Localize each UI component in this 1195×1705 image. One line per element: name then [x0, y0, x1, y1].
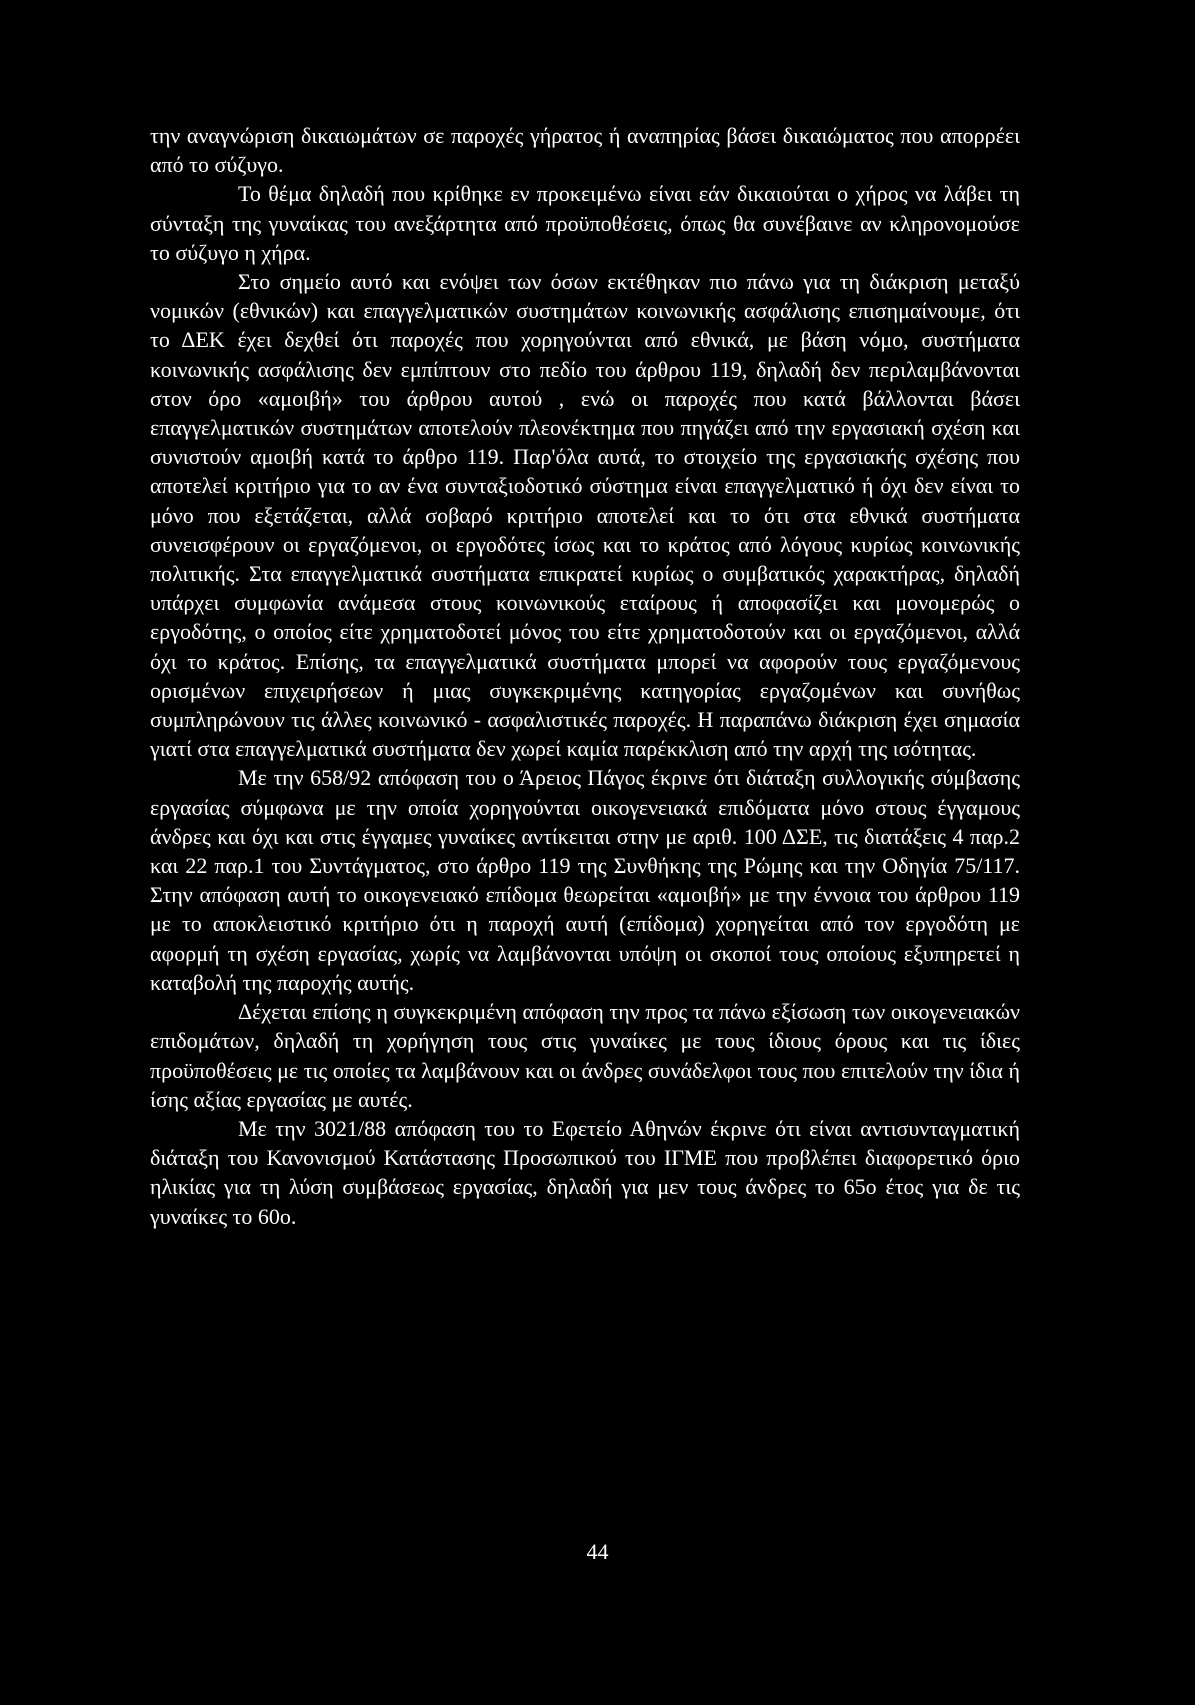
paragraph: Δέχεται επίσης η συγκεκριμένη απόφαση την προς τα πάνω εξίσωση των οικογενειακών επιδομάτων, δηλαδή τη χορήγηση τους στις γυναίκες με τους ίδιους όρους και τις ίδιες προϋποθέσεις με τις οποίες τα λαμβάνουν και οι άνδρες συνάδελφοι τους που επιτελούν την ίδια ή ίσης αξίας εργασίας με αυτές. [150, 999, 1020, 1112]
paragraph-continuation: την αναγνώριση δικαιωμάτων σε παροχές γήρατος ή αναπηρίας βάσει δικαιώματος που απορρέει από το σύζυγο. [150, 123, 1020, 178]
paragraph: Το θέμα δηλαδή που κρίθηκε εν προκειμένω είναι εάν δικαιούται ο χήρος να λάβει τη σύνταξη της γυναίκας του ανεξάρτητα από προϋποθέσεις, όπως θα συνέβαινε αν κληρονομούσε το σύζυγο η χήρα. [150, 181, 1020, 265]
paragraph: Με την 658/92 απόφαση του ο Άρειος Πάγος έκρινε ότι διάταξη συλλογικής σύμβασης εργασίας σύμφωνα με την οποία χορηγούνται οικογενειακά επιδόματα μόνο στους έγγαμους άνδρες και όχι και στις έγγαμες γυναίκες αντίκειται στην με αριθ. 100 ΔΣΕ, τις διατάξεις 4 παρ.2 και 22 παρ.1 του Συντάγματος, στο άρθρο 119 της Συνθήκης της Ρώμης και την Οδηγία 75/117. Στην απόφαση αυτή το οικογενειακό επίδομα θεωρείται «αμοιβή» με την έννοια του άρθρου 119 με το αποκλειστικό κριτήριο ότι η παροχή αυτή (επίδομα) χορηγείται από τον εργοδότη με αφορμή τη σχέση εργασίας, χωρίς να λαμβάνονται υπόψη οι σκοποί τους οποίους εξυπηρετεί η καταβολή της παροχής αυτής. [150, 765, 1020, 995]
page-number: 44 [586, 1539, 609, 1564]
paragraph: Με την 3021/88 απόφαση του το Εφετείο Αθηνών έκρινε ότι είναι αντισυνταγματική διάταξη του Κανονισμού Κατάστασης Προσωπικού του ΙΓΜΕ που προβλέπει διαφορετικό όριο ηλικίας για τη λύση συμβάσεως εργασίας, δηλαδή για μεν τους άνδρες το 65ο έτος για δε τις γυναίκες το 60ο. [150, 1115, 1020, 1229]
paragraph: Στο σημείο αυτό και ενόψει των όσων εκτέθηκαν πιο πάνω για τη διάκριση μεταξύ νομικών (εθνικών) και επαγγελματικών συστημάτων κοινωνικής ασφάλισης επισημαίνουμε, ότι το ΔΕΚ έχει δεχθεί ότι παροχές που χορηγούνται από εθνικά, με βάση νόμο, συστήματα κοινωνικής ασφάλισης δεν εμπίπτουν στο πεδίο του άρθρου 119, δηλαδή δεν περιλαμβάνονται στον όρο «αμοιβή» του άρθρου αυτού , ενώ οι παροχές που κατά βάλλονται βάσει επαγγελματικών συστημάτων αποτελούν πλεονέκτημα που πηγάζει από την εργασιακή σχέση και συνιστούν αμοιβή κατά το άρθρο 119. Παρ'όλα αυτά, το στοιχείο της εργασιακής σχέσης που αποτελεί κριτήριο για το αν ένα συνταξιοδοτικό σύστημα είναι επαγγελματικό ή όχι δεν είναι το μόνο που εξετάζεται, αλλά σοβαρό κριτήριο αποτελεί και το ότι στα εθνικά συστήματα συνεισφέρουν οι εργαζόμενοι, οι εργοδότες ίσως και το κράτος από λόγους κυρίως κοινωνικής πολιτικής. Στα επαγγελματικά συστήματα επικρατεί κυρίως ο συμβατικός χαρακτήρας, δηλαδή υπάρχει συμφωνία ανάμεσα στους κοινωνικούς εταίρους ή αποφασίζει και μονομερώς ο εργοδότης, ο οποίος είτε χρηματοδοτεί μόνος του είτε χρηματοδοτούν και οι εργαζόμενοι, αλλά όχι το κράτος. Επίσης, τα επαγγελματικά συστήματα μπορεί να αφορούν τους εργαζόμενους ορισμένων επιχειρήσεων ή μιας συγκεκριμένης κατηγορίας εργαζομένων και συνήθως συμπληρώνουν τις άλλες κοινωνικό - ασφαλιστικές παροχές. Η παραπάνω διάκριση έχει σημασία γιατί στα επαγγελματικά συστήματα δεν χωρεί καμία παρέκκλιση από την αρχή της ισότητας. [150, 269, 1020, 762]
document-body [150, 121, 1020, 1231]
